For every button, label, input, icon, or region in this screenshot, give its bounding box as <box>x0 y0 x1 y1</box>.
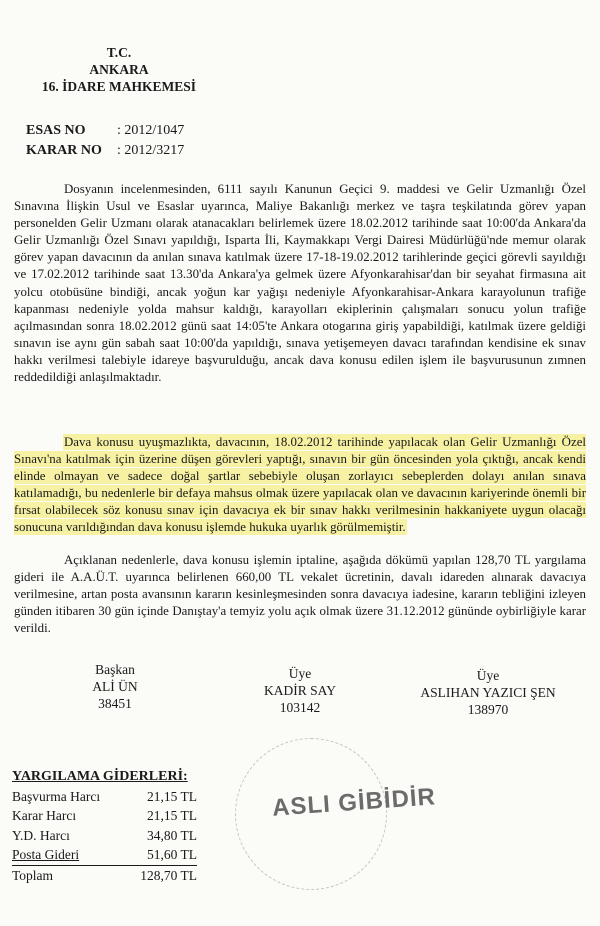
signature-number: 138970 <box>467 702 509 717</box>
cost-value: 51,60 TL <box>147 847 197 862</box>
signature-role: Üye <box>476 668 500 683</box>
cost-label: Y.D. Harcı <box>12 827 70 843</box>
case-numbers <box>26 121 184 161</box>
header-court: 16. İDARE MAHKEMESİ <box>41 79 197 94</box>
paragraph-reasoning-text: Dava konusu uyuşmazlıkta, davacının, 18.02.2012 tarihinde yapılacak olan Gelir Uzmanlığı Özel Sınavı'na katılmak için üzerine düşen görevleri yaptığı, sınavın bir gün öncesinden yola çıktığı, ancak kendi elinde olmayan ve sadece doğal şartlar sebebiyle oluşan zorlayıcı sebeplerden dolayı anılan sınava katılamadığı, bu nedenlerle bir defaya mahsus olmak üzere yapılacak olan ve davacının kariyerinde önemli bir fırsat olabilecek söz konusu sınav için davacıya ek bir sınav hakkı verilmesinin hakkaniyete uygun olacağı sonucuna varıldığından dava konusu işlemde hukuka uyarlık görülmemiştir. <box>14 435 586 535</box>
signature-member-1 <box>240 665 360 716</box>
paragraph-decision <box>14 552 586 637</box>
header-city: ANKARA <box>89 62 149 77</box>
paragraph-facts-text: Dosyanın incelenmesinden, 6111 sayılı Kanunun Geçici 9. maddesi ve Gelir Uzmanlığı Özel Sınavına İlişkin Usul ve Esaslar uyarınca, Maliye Bakanlığı merkez ve taşra teşkilatında görev yapan personelden Gelir Uzmanı olarak atanacakları belirlemek üzere 18.02.2012 tarihinde saat 10:00'da Ankara'da Gelir Uzmanlığı Özel Sınavı yapıldığı, Isparta İli, Kaymakkapı Vergi Dairesi Müdürlüğü'nde memur olarak görev yapan davacının da anılan sınava katılmak üzere 17-18-19.02.2012 tarihlerinde geçici görevli sayıldığı ve 17.02.2012 tarihinde saat 13.30'da Ankara'ya gelmek üzere Afyonkarahisar'dan bir seyahat firmasına ait yolcu otobüsüne bindiği, ancak yoğun kar yağışı nedeniyle Afyonkarahisar-Ankara karayolunun trafiğe kapanması nedeniyle yolda mahsur kaldığı, karayolları ekiplerinin çalışmaları sonucu yolun trafiğe açılmasından sonra 18.02.2012 günü saat 14:05'te Ankara otogarına giriş yapabildiği, katılmak üzere geldiği sınavın ise aynı gün sabah saat 10:00'da yapıldığı, sınava yetişemeyen davacı tarafından kendisine ek sınav hakkı verilmesi talebiyle idareye başvurulduğu, ancak dava konusu edilen işlem ile başvurusunun zımnen reddedildiği anlaşılmaktadır. <box>14 182 586 385</box>
karar-label: KARAR NO <box>26 143 102 158</box>
signature-name: KADİR SAY <box>264 683 336 698</box>
cost-label: Posta Gideri <box>12 847 80 862</box>
header-tc: T.C. <box>106 45 132 60</box>
esas-label: ESAS NO <box>26 123 86 138</box>
signature-number: 38451 <box>98 696 132 711</box>
cost-label: Başvurma Harcı <box>12 788 101 804</box>
cost-value: 34,80 TL <box>147 827 197 843</box>
paragraph-facts <box>14 181 586 386</box>
costs-title: YARGILAMA GİDERLERİ: <box>12 769 188 784</box>
cost-row <box>12 845 197 866</box>
cost-row <box>12 806 197 826</box>
cost-total-value: 128,70 TL <box>140 867 197 883</box>
cost-total-label: Toplam <box>12 867 54 883</box>
stamp-asli-gibidir: ASLI GİBİDİR <box>271 783 437 822</box>
paragraph-reasoning <box>14 434 586 537</box>
cost-label: Karar Harcı <box>12 808 77 823</box>
cost-value: 21,15 TL <box>147 788 197 804</box>
cost-row <box>12 826 197 846</box>
signature-member-2 <box>398 667 578 718</box>
cost-value: 21,15 TL <box>147 808 197 823</box>
cost-row <box>12 787 197 807</box>
paragraph-decision-text: Açıklanan nedenlerle, dava konusu işlemin iptaline, aşağıda dökümü yapılan 128,70 TL yargılama gideri ile A.A.Ü.T. uyarınca belirlenen 660,00 TL vekalet ücretinin, davalı idareden alınarak davacıya verilmesine, artan posta avansının kararın kesinleşmesinden sonra davacıya iadesine, kararın tebliğini izleyen günden itibaren 30 gün içinde Danıştay'a temyiz yolu açık olmak üzere 31.12.2012 gününde oybirliğiyle karar verildi. <box>14 553 586 636</box>
signature-name: ASLIHAN YAZICI ŞEN <box>420 685 556 700</box>
signature-number: 103142 <box>279 700 321 715</box>
cost-total-row <box>12 866 197 886</box>
costs-table <box>12 767 197 885</box>
signature-name: ALİ ÜN <box>92 679 138 694</box>
signature-role: Başkan <box>95 662 135 677</box>
court-header <box>34 44 204 95</box>
signature-role: Üye <box>288 666 312 681</box>
karar-value: : 2012/3217 <box>117 143 185 158</box>
esas-value: : 2012/1047 <box>117 123 185 138</box>
signature-president <box>60 661 170 712</box>
